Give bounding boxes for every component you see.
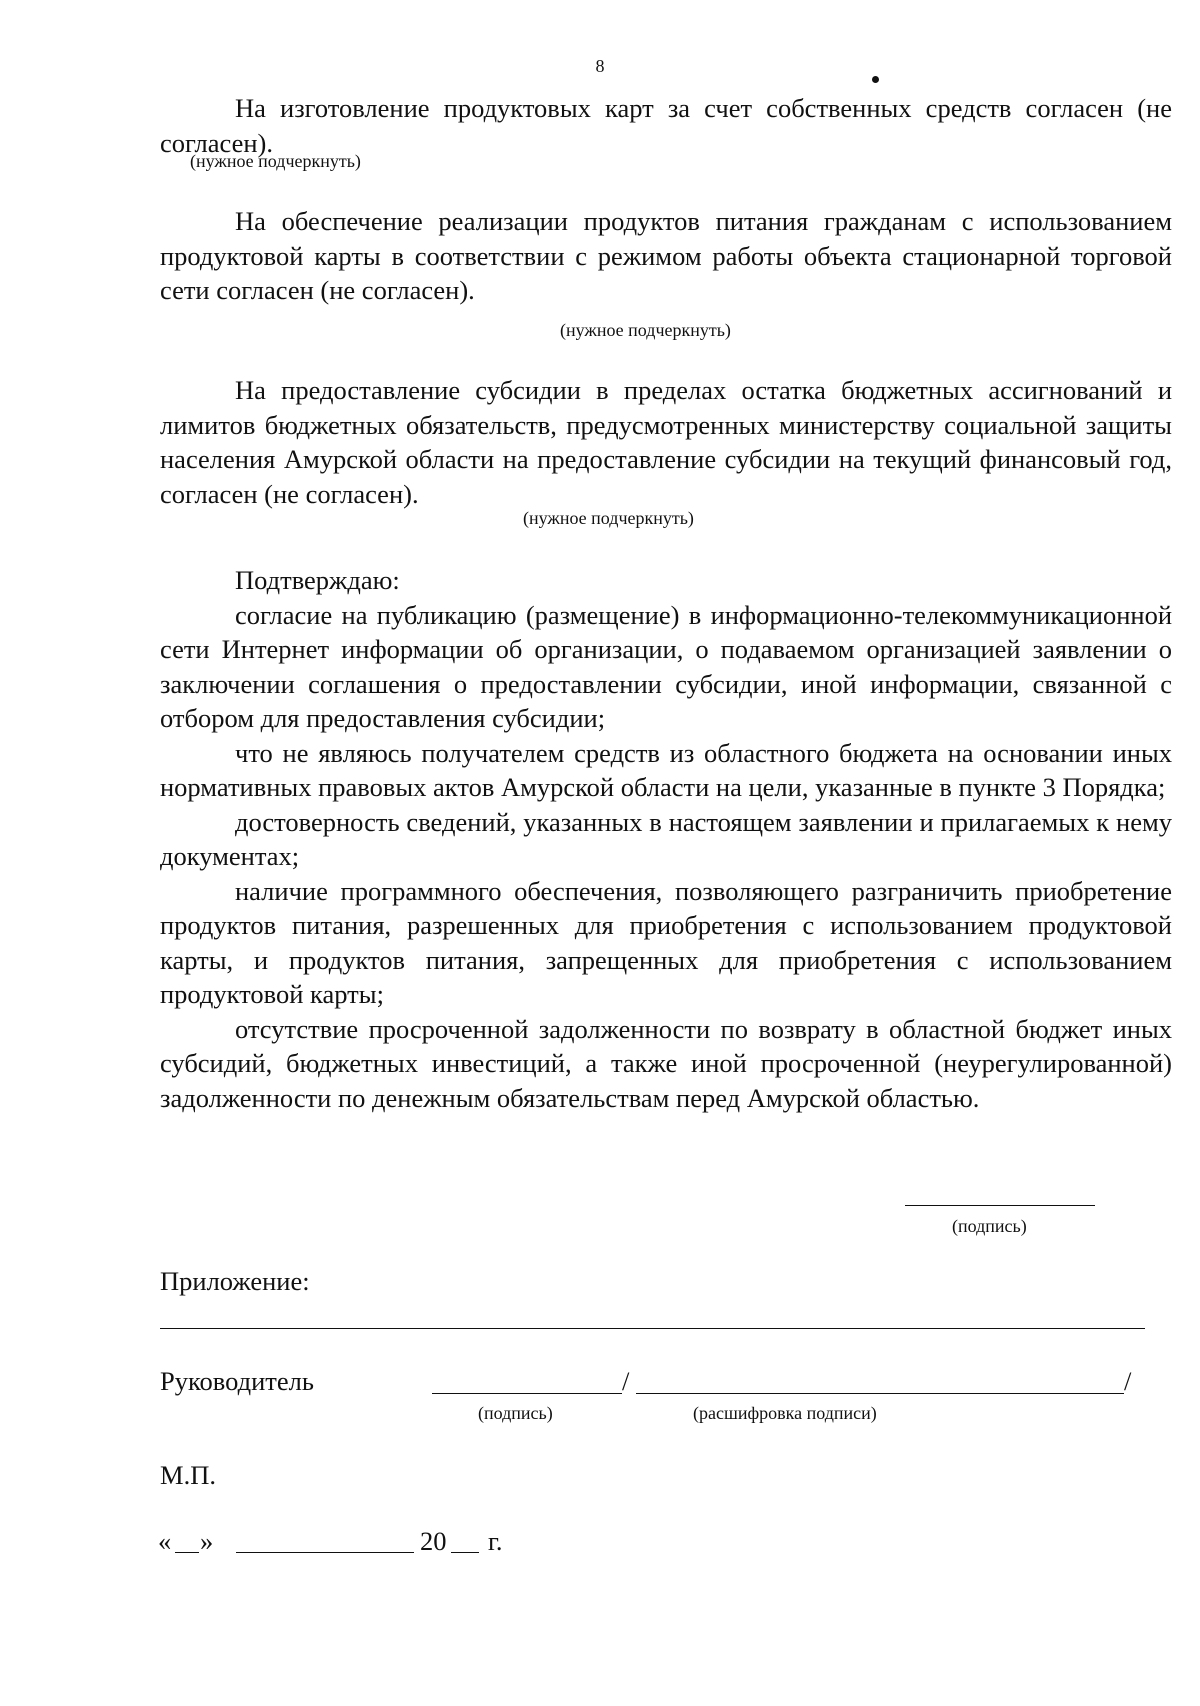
signature-line	[905, 1205, 1095, 1206]
confirmation-item: достоверность сведений, указанных в настоящем заявлении и прилагаемых к нему документах;	[160, 806, 1172, 871]
confirmation-item: что не являюсь получателем средств из областного бюджета на основании иных нормативных правовых актов Амурской области на цели, указанные в пункте 3 Порядка;	[160, 737, 1172, 802]
consent-food-sales	[160, 204, 1172, 308]
head-slash-end: /	[1124, 1366, 1132, 1396]
head-decoding-caption: (расшифровка подписи)	[693, 1403, 877, 1423]
confirmation-item: наличие программного обеспечения, позволяющего разграничить приобретение продуктов питания, разрешенных для приобретения с использованием продуктовой карты, и продуктов питания, запрещенных для приобретения с использованием продуктовой карты;	[160, 875, 1172, 1009]
signature-caption: (подпись)	[952, 1216, 1027, 1236]
head-label: Руководитель	[160, 1366, 314, 1396]
date-day-line	[175, 1552, 199, 1553]
consent-text: На предоставление субсидии в пределах остатка бюджетных ассигнований и лимитов бюджетных обязательств, предусмотренных министерству социальной защиты населения Амурской области на предоставление субсидии на текущий финансовый год, согласен (не согласен).	[160, 375, 1172, 509]
confirmations-section	[160, 563, 1172, 1115]
consent-text: На обеспечение реализации продуктов питания гражданам с использованием продуктовой карты в соответствии с режимом работы объекта стационарной торговой сети согласен (не согласен).	[160, 206, 1172, 305]
head-slash: /	[622, 1366, 630, 1396]
head-signature-caption: (подпись)	[478, 1403, 553, 1423]
consent-hint: (нужное подчеркнуть)	[523, 508, 694, 528]
confirmation-item: отсутствие просроченной задолженности по возврату в областной бюджет иных субсидий, бюджетных инвестиций, а также иной просроченной (неурегулированной) задолженности по денежным обязательствам перед Амурской областью.	[160, 1013, 1172, 1113]
confirmations-heading: Подтверждаю:	[235, 565, 400, 595]
date-open-quote: «	[158, 1526, 172, 1556]
page-number: 8	[595, 56, 605, 76]
date-year-suffix: г.	[488, 1526, 503, 1556]
consent-text: На изготовление продуктовых карт за счет собственных средств согласен (не согласен).	[160, 93, 1172, 158]
attachment-label: Приложение:	[160, 1266, 310, 1296]
scan-dot-mark	[872, 76, 879, 83]
confirmation-item: согласие на публикацию (размещение) в информационно-телекоммуникационной сети Интернет информации об организации, о подаваемом организацией заявлении о заключении соглашения о предоставлении субсидии, иной информации, связанной с отбором для предоставления субсидии;	[160, 599, 1172, 733]
date-year-line	[451, 1552, 479, 1553]
head-signature-line	[432, 1393, 622, 1394]
consent-hint: (нужное подчеркнуть)	[560, 320, 731, 340]
date-close-quote: »	[200, 1526, 214, 1556]
stamp-label: М.П.	[160, 1460, 216, 1490]
consent-subsidy	[160, 373, 1172, 511]
attachment-line	[160, 1328, 1145, 1329]
head-decoding-line	[636, 1393, 1124, 1394]
consent-hint: (нужное подчеркнуть)	[190, 151, 361, 171]
date-month-line	[236, 1552, 414, 1553]
date-year-prefix: 20	[420, 1526, 447, 1556]
